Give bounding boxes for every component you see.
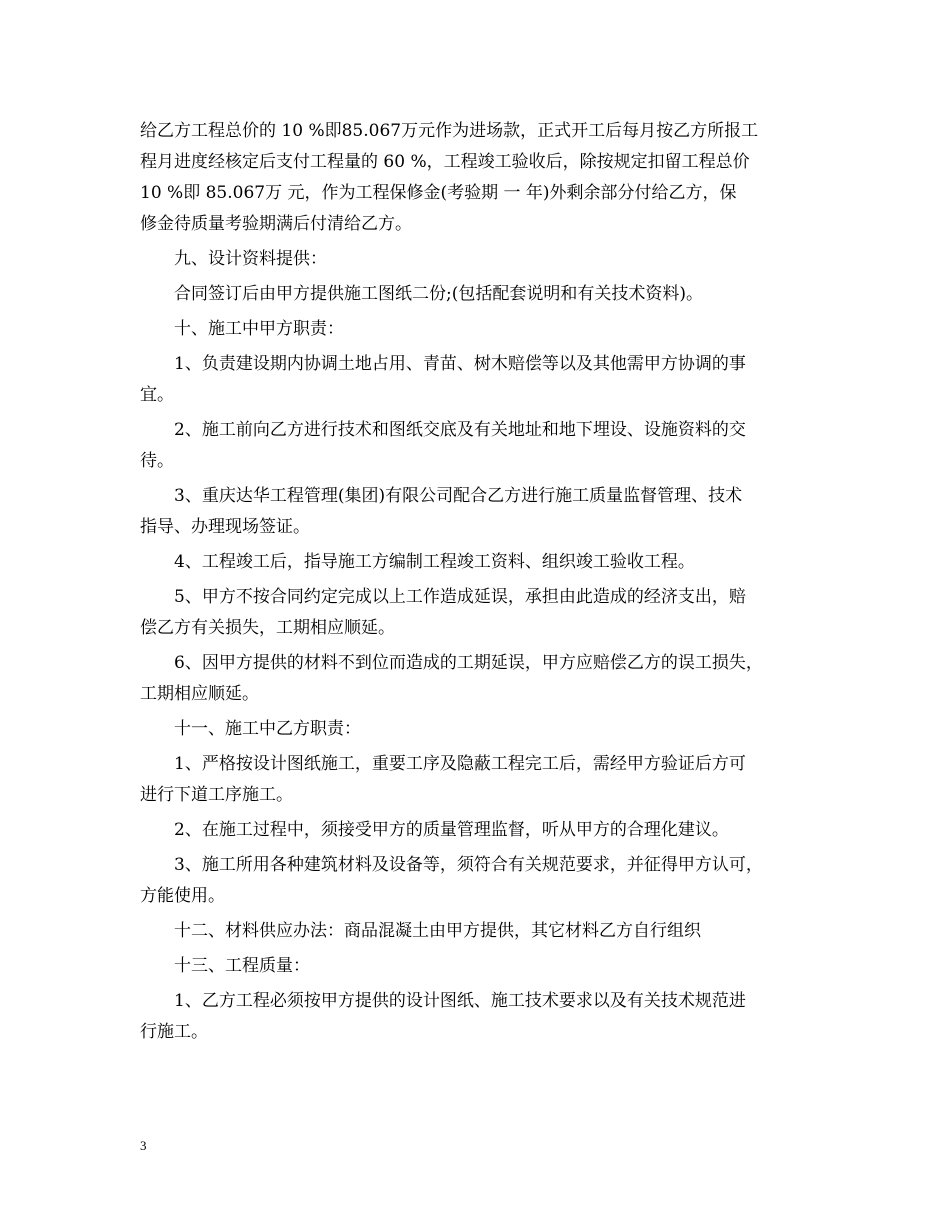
paragraph-line: 进行下道工序施工。 (140, 785, 293, 805)
paragraph-line: 方能使用。 (140, 886, 225, 906)
document-body (140, 116, 820, 1052)
paragraph (140, 749, 820, 811)
paragraph-line: 3、重庆达华工程管理(集团)有限公司配合乙方进行施工质量监督管理、技术 (174, 486, 743, 506)
paragraph-line: 10 %即 85.067万 元，作为工程保修金(考验期 一 年)外剩余部分付给乙方，保 (140, 183, 737, 203)
paragraph-line: 1、严格按设计图纸施工，重要工序及隐蔽工程完工后，需经甲方验证后方可 (174, 754, 746, 774)
paragraph (140, 481, 820, 543)
paragraph (140, 582, 820, 644)
paragraph-line: 合同签订后由甲方提供施工图纸二份;(包括配套说明和有关技术资料)。 (174, 284, 703, 304)
paragraph (140, 116, 820, 240)
paragraph-line: 指导、办理现场签证。 (140, 517, 310, 537)
paragraph-line: 修金待质量考验期满后付清给乙方。 (140, 214, 412, 234)
paragraph-line: 1、负责建设期内协调土地占用、青苗、树木赔偿等以及其他需甲方协调的事 (174, 354, 746, 374)
paragraph (140, 244, 820, 275)
paragraph-line: 4、工程竣工后，指导施工方编制工程竣工资料、组织竣工验收工程。 (174, 552, 695, 572)
paragraph-line: 十三、工程质量： (174, 956, 310, 976)
paragraph (140, 648, 820, 710)
paragraph (140, 714, 820, 745)
paragraph-line: 1、乙方工程必须按甲方提供的设计图纸、施工技术要求以及有关技术规范进 (174, 991, 746, 1011)
paragraph (140, 951, 820, 982)
paragraph-line: 偿乙方有关损失，工期相应顺延。 (140, 618, 395, 638)
paragraph-line: 十一、施工中乙方职责： (174, 719, 361, 739)
paragraph-line: 2、施工前向乙方进行技术和图纸交底及有关地址和地下埋设、设施资料的交 (174, 420, 746, 440)
paragraph (140, 916, 820, 947)
paragraph (140, 850, 820, 912)
paragraph-line: 宜。 (140, 385, 174, 405)
paragraph-line: 给乙方工程总价的 10 %即85.067万元作为进场款，正式开工后每月按乙方所报工 (140, 121, 759, 141)
paragraph-line: 十二、材料供应办法：商品混凝土由甲方提供，其它材料乙方自行组织 (174, 921, 701, 941)
paragraph (140, 415, 820, 477)
page-number: 3 (140, 1138, 147, 1153)
paragraph-line: 3、施工所用各种建筑材料及设备等，须符合有关规范要求，并征得甲方认可， (174, 855, 763, 875)
paragraph (140, 815, 820, 846)
paragraph-line: 九、设计资料提供： (174, 249, 327, 269)
paragraph-line: 待。 (140, 451, 174, 471)
paragraph-line: 6、因甲方提供的材料不到位而造成的工期延误，甲方应赔偿乙方的误工损失， (174, 653, 763, 673)
paragraph (140, 279, 820, 310)
paragraph-line: 行施工。 (140, 1022, 208, 1042)
paragraph-line: 5、甲方不按合同约定完成以上工作造成延误，承担由此造成的经济支出，赔 (174, 587, 746, 607)
paragraph-line: 程月进度经核定后支付工程量的 60 %，工程竣工验收后，除按规定扣留工程总价 (140, 152, 750, 172)
paragraph (140, 986, 820, 1048)
paragraph-line: 2、在施工过程中，须接受甲方的质量管理监督，听从甲方的合理化建议。 (174, 820, 729, 840)
paragraph (140, 349, 820, 411)
paragraph-line: 十、施工中甲方职责： (174, 319, 344, 339)
paragraph (140, 314, 820, 345)
paragraph (140, 547, 820, 578)
paragraph-line: 工期相应顺延。 (140, 684, 259, 704)
